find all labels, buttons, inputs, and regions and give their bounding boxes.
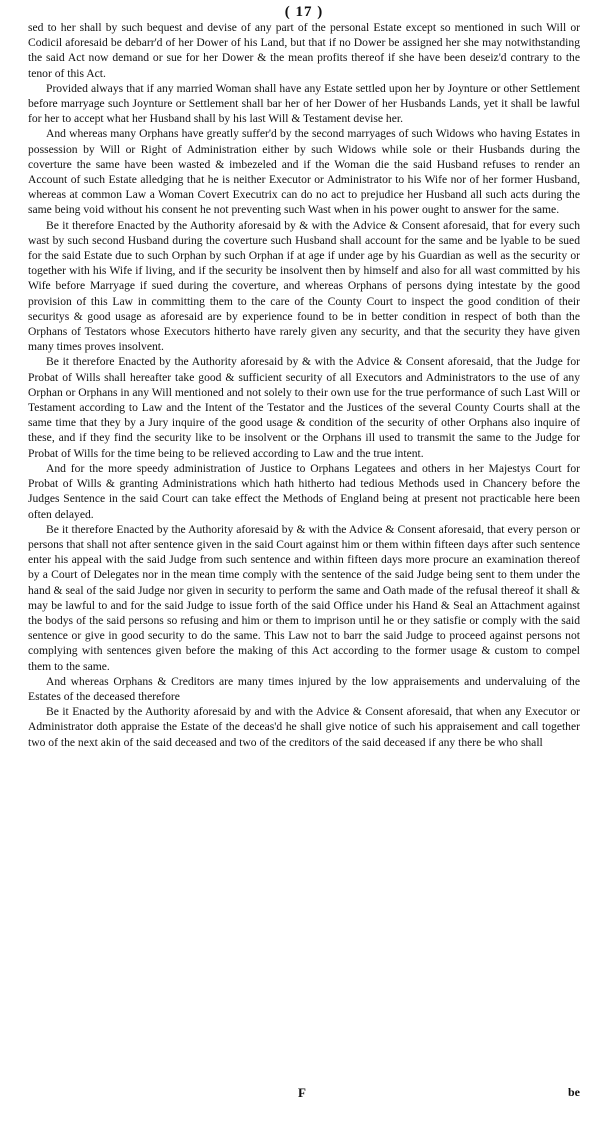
- paragraph-appraisement-notice: Be it Enacted by the Authority aforesaid by and with the Advice & Consent aforesaid, that when any Executor or Administrator doth appraise the Estate of the deceas'd he shall give notice of such his appraisement and call together two of the next akin of the said deceased and two of the creditors of the said deceased if any there be who shall: [28, 705, 580, 749]
- page-number: ( 17 ): [284, 4, 324, 20]
- page-footer: [28, 1085, 580, 1105]
- paragraph-dower-clause: sed to her shall by such bequest and devise of any part of the personal Estate except so mentioned in such Will or Codicil aforesaid be debarr'd of her Dower of his Land, but that if no Dower be assigned her she may notwithstanding the said Act now demand or sue for her Dower & the mean profits thereof if she have been deseiz'd contrary to the tenor of this Act.: [28, 21, 580, 80]
- catchword: be: [568, 1085, 580, 1099]
- paragraph-husband-accountability: Be it therefore Enacted by the Authority aforesaid by & with the Advice & Consent aforesaid, that for every such wast by such second Husband during the coverture such Husband shall account for the same and be lyable to be sued for the said Estate due to such Orphan by such Orphan if at age if under age by his Guardian as well as the security or together with his Wife if living, and if the security be insolvent then by himself and also for all wast committed by his Wife before Marryage if sued during the coverture, and whereas Orphans of persons dying intestate by the good provision of this Law in committing them to the care of the County Court to inspect the good condition of their securitys & good usage as aforesaid are by experience found to be in better condition in respect of both than the Orphans of Testators whose Executors hitherto have rarely given any security, and that the security they have given many times proves insolvent.: [28, 218, 580, 354]
- paragraph-joynture-proviso: Provided always that if any married Woman shall have any Estate settled upon her by Joynture or other Settlement before marryage such Joynture or Settlement shall bar her of her Dower of her Husbands Lands, yet it shall be lawful for her to accept what her Husband shall by his last Will & Testament devise her.: [28, 81, 580, 126]
- signature-mark: F: [298, 1085, 306, 1100]
- paragraph-low-appraisements: And whereas Orphans & Creditors are many times injured by the low appraisements and undervaluing of the Estates of the deceased therefore: [28, 674, 580, 703]
- paragraph-orphans-second-marriages: And whereas many Orphans have greatly suffer'd by the second marryages of such Widows who having Estates in possession by Will or Right of Administration either by such Widows while sole or their Husbands during the coverture the same have been wasted & imbezeled and if the Woman die the said Husband refuses to render an Account of such Estate alledging that he is neither Executor or Administrator to his Wife nor of her former Husband, whereas at common Law a Woman Covert Executrix can do no act to prejudice her Husband all such acts during the same being void without his consent he not preventing such Wast when in his power ought to answer for the same.: [28, 127, 580, 217]
- paragraph-speedy-justice: And for the more speedy administration of Justice to Orphans Legatees and others in her Majestys Court for Probat of Wills & granting Administrations which hath hitherto had tedious Methods used in Chancery before the Judges Sentence in the said Court can take effect the Methods of England being at present not practicable here been often delayed.: [28, 461, 580, 521]
- paragraph-appeal-attachment: Be it therefore Enacted by the Authority aforesaid by & with the Advice & Consent aforesaid, that every person or persons that shall not after sentence given in the said Court against him or them within fifteen days after such sentence enter his appeal with the said Judge from such sentence and within fifteen days more procure an examination thereof by a Court of Delegates nor in the mean time comply with the sentence of the said Judge being sent to them under the hand & seal of the said Judge nor given in security to perform the same and Oath made of the refusal thereof it shall & may be lawful to and for the said Judge to issue forth of the said Office under his Hand & Seal an Attachment against the bodys of the said persons so refusing and him or them to imprison until he or they satisfie or comply with the said sentence or give in good security to do the same. This Law not to barr the said Judge to proceed against persons not complying with sentences given before the making of this Act according to the former usage & custom to compel them to the same.: [28, 522, 580, 673]
- paragraph-executor-security: Be it therefore Enacted by the Authority aforesaid by & with the Advice & Consent aforesaid, that the Judge for Probat of Wills shall hereafter take good & sufficient security of all Executors and Administrators to the use of any Orphan or Orphans in any Will mentioned and not solely to their own use for the true performance of such Last Will or Testament according to Law and the Intent of the Testator and the Justices of the several County Courts shall at the same time that they by a Jury inquire of the good usage & condition of the security of other Orphans also inquire of these, and if they find the security like to be insolvent or the Orphans ill used to transmit the same to the Judge for Probat of Wills for the time being to be relieved according to Law and the true intent.: [28, 355, 580, 460]
